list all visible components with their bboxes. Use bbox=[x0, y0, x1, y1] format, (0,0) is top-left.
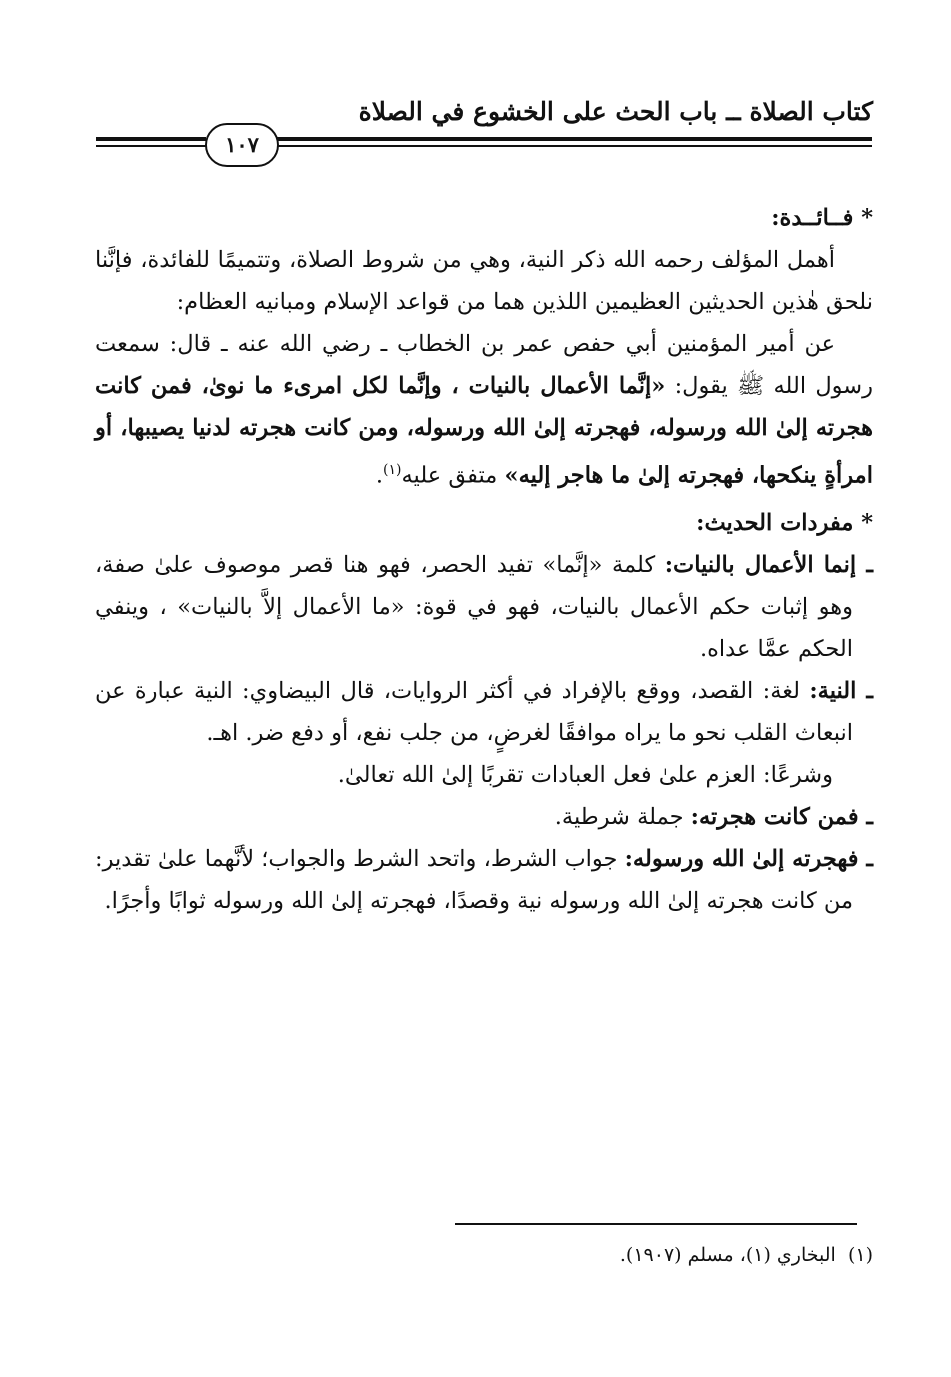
footnote-separator bbox=[455, 1223, 857, 1225]
hadith-intro: عن أمير المؤمنين أبي حفص عمر بن الخطاب ـ رضي الله عنه ـ قال: سمعت رسول الله ﷺ يقول: bbox=[95, 331, 874, 399]
list-item bbox=[95, 754, 873, 796]
footnote-number: (١) bbox=[847, 1244, 873, 1266]
list-item bbox=[95, 670, 873, 754]
item-text: وشرعًا: العزم علىٰ فعل العبادات تقربًا إلىٰ الله تعالىٰ. bbox=[337, 761, 833, 788]
list-item bbox=[95, 838, 873, 922]
item-text: لغة: القصد، ووقع بالإفراد في أكثر الروايات، قال البيضاوي: النية عبارة عن انبعاث القلب نحو ما يراه موافقًا لغرضٍ، من جلب نفع، أو دفع ضر. اهـ. bbox=[95, 677, 853, 746]
faida-heading: * فــائــدة: bbox=[771, 205, 873, 231]
header-rule bbox=[272, 137, 872, 141]
running-header-title: كتاب الصلاة ــ باب الحث على الخشوع في الصلاة bbox=[358, 97, 873, 126]
item-term: ـ فهجرته إلىٰ الله ورسوله: bbox=[624, 845, 873, 872]
item-text: جملة شرطية. bbox=[554, 803, 684, 830]
item-term: ـ فمن كانت هجرته: bbox=[690, 803, 873, 830]
footnote bbox=[373, 1240, 873, 1270]
header-rule bbox=[96, 145, 206, 147]
item-text: جواب الشرط، واتحد الشرط والجواب؛ لأنَّهما علىٰ تقدير: من كانت هجرته إلىٰ الله ورسوله نية وقصدًا، فهجرته إلىٰ الله ورسوله ثوابًا وأجرًا. bbox=[95, 845, 853, 914]
list-item bbox=[95, 796, 873, 838]
item-term: ـ النية: bbox=[809, 677, 873, 704]
list-item bbox=[95, 544, 873, 670]
hadith-text: «إنَّما الأعمال بالنيات ، وإنَّما لكل امرىء ما نوىٰ، فمن كانت هجرته إلىٰ الله ورسوله، فهجرته إلىٰ الله ورسوله، ومن كانت هجرته لدنيا يصيبها، أو امرأةٍ ينكحها، فهجرته إلىٰ ما هاجر إليه» bbox=[95, 373, 873, 489]
item-term: ـ إنما الأعمال بالنيات: bbox=[664, 551, 873, 578]
footnote-text: البخاري (١)، مسلم (١٩٠٧). bbox=[619, 1244, 836, 1266]
footnote-ref[interactable]: (١) bbox=[383, 462, 402, 478]
mufradat-heading: * مفردات الحديث: bbox=[696, 509, 873, 536]
page-body bbox=[95, 197, 873, 922]
hadith-paragraph bbox=[95, 323, 873, 497]
item-text: كلمة «إنَّما» تفيد الحصر، فهو هنا قصر موصوف علىٰ صفة، وهو إثبات حكم الأعمال بالنيات، فهو في قوة: «ما الأعمال إلاَّ بالنيات» ، وينفي الحكم عمَّا عداه. bbox=[95, 551, 853, 662]
hadith-ending: متفق عليه bbox=[401, 462, 498, 489]
header-rule bbox=[272, 145, 872, 147]
faida-paragraph: أهمل المؤلف رحمه الله ذكر النية، وهي من شروط الصلاة، وتتميمًا للفائدة، فإنَّنا نلحق هٰذين الحديثين العظيمين اللذين هما من قواعد الإسلام ومبانيه العظام: bbox=[95, 247, 873, 315]
hadith-end-punct: . bbox=[375, 462, 384, 489]
page-number: ١٠٧ bbox=[205, 123, 279, 167]
header-rule bbox=[96, 137, 206, 141]
